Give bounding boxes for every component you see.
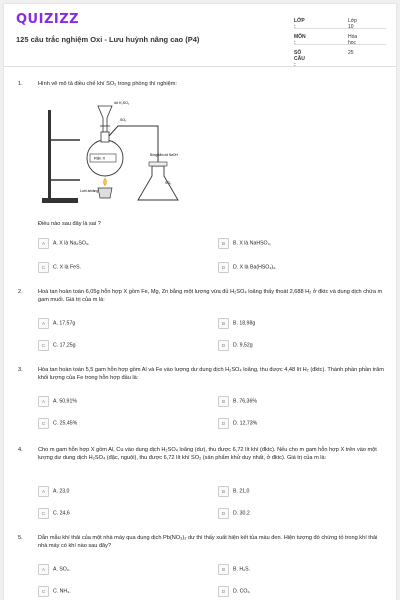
option-b[interactable] — [218, 564, 250, 574]
question-number: 2. — [18, 289, 23, 295]
option-letter-box: B — [218, 486, 229, 497]
option-b[interactable] — [218, 238, 271, 248]
alcohol-lamp — [98, 188, 112, 198]
option-c[interactable] — [38, 418, 77, 428]
meta-count-key: SỐ CÂU : — [294, 50, 305, 68]
option-d[interactable] — [218, 340, 253, 350]
question-number: 3. — [18, 367, 23, 373]
flask-neck — [101, 132, 109, 142]
option-text: A. X là Na₂SO₃. — [53, 240, 90, 247]
option-letter-box: C — [38, 418, 49, 429]
option-letter-box: A — [38, 564, 49, 575]
option-text: B. X là NaHSO₃. — [233, 240, 272, 247]
question-prompt: Điều nào sau đây là sai ? — [38, 221, 101, 227]
option-text: B. 18,98g — [233, 320, 256, 327]
question-number: 5. — [18, 535, 23, 541]
option-letter-box: D — [218, 508, 229, 519]
option-text: B. H₂S. — [233, 566, 251, 573]
label-solid-x: Rắn X — [94, 155, 106, 161]
worksheet-header — [4, 4, 396, 67]
quizizz-logo: QUIZIZZ — [16, 12, 80, 27]
option-letter-box: D — [218, 340, 229, 351]
option-letter-box: A — [38, 486, 49, 497]
option-letter-box: A — [38, 396, 49, 407]
label-so2-flask: SO₂ — [165, 181, 172, 185]
option-letter-box: C — [38, 340, 49, 351]
meta-divider — [294, 28, 386, 29]
option-c[interactable] — [38, 586, 71, 596]
option-letter-box: B — [218, 318, 229, 329]
option-letter-box: C — [38, 508, 49, 519]
option-letter-box: D — [218, 586, 229, 597]
option-text: C. 25,45% — [53, 420, 78, 427]
option-d[interactable] — [218, 586, 251, 596]
option-letter-box: D — [218, 418, 229, 429]
so2-apparatus-diagram — [40, 96, 190, 208]
question-text: Cho m gam hỗn hợp X gồm Al, Cu vào dung dịch H₂SO₄ loãng (dư), thu được 6,72 lít khí (đktc). Nếu cho m gam hỗn hợp X trên vào một lượng dư dung dịch H₂SO₄ (đặc, nguội), thu được 6,72 lít khí SO₂ (sản phẩm khử duy nhất, ở đktc). Giá trị của m là: — [38, 447, 377, 461]
label-cotton: Bông tẩm dd NaOH — [150, 153, 178, 157]
meta-subject-value: Hóa học — [348, 34, 358, 46]
worksheet-title: 125 câu trắc nghiệm Oxi - Lưu huỳnh nâng cao (P4) — [16, 35, 200, 44]
option-text: A. 17,57g — [53, 320, 76, 327]
option-b[interactable] — [218, 396, 257, 406]
option-letter-box: B — [218, 238, 229, 249]
option-b[interactable] — [218, 486, 249, 496]
option-a[interactable] — [38, 318, 75, 328]
flame-icon — [104, 178, 107, 186]
label-gauze: Lưới amiăng — [80, 189, 99, 193]
option-letter-box: A — [38, 238, 49, 249]
option-a[interactable] — [38, 238, 89, 248]
option-text: B. 76,36% — [233, 398, 257, 405]
option-c[interactable] — [38, 340, 76, 350]
question-number: 4. — [18, 447, 23, 453]
option-d[interactable] — [218, 418, 257, 428]
option-text: D. 12,73% — [233, 420, 258, 427]
conical-flask — [138, 166, 178, 200]
option-c[interactable] — [38, 508, 70, 518]
meta-subject-key: MÔN : — [294, 34, 306, 46]
worksheet-page — [4, 4, 396, 600]
question-text: Dẫn mẫu khí thải của một nhà máy qua dung dịch Pb(NO₃)₂ dư thì thấy xuất hiện kết tủa màu đen. Hiện tượng đó chứng tỏ trong khí thải nhà máy có khí nào sau đây? — [38, 535, 378, 549]
option-a[interactable] — [38, 564, 70, 574]
option-c[interactable] — [38, 262, 81, 272]
option-text: D. CO₂. — [233, 588, 251, 595]
option-a[interactable] — [38, 486, 69, 496]
option-text: A. 23,0 — [53, 488, 70, 495]
meta-class-key: LỚP : — [294, 18, 305, 30]
label-h2so4: dd H₂SO₄ — [114, 101, 130, 105]
option-b[interactable] — [218, 318, 255, 328]
meta-count-value: 25 — [348, 50, 354, 56]
option-text: C. X là FeS. — [53, 264, 81, 271]
meta-class-value: Lớp 10 — [348, 18, 357, 30]
label-so2-top: SO₂ — [120, 118, 127, 122]
question-number: 1. — [18, 81, 23, 87]
option-text: D. X là Ba(HSO₃)₂. — [233, 264, 277, 271]
option-letter-box: D — [218, 262, 229, 273]
option-text: B. 21,0 — [233, 488, 250, 495]
stand-rod — [48, 110, 51, 200]
question-text: Hòa tan hoàn toàn 5,5 gam hỗn hợp gồm Al và Fe vào lượng dư dung dịch H₂SO₄ loãng, thu được 4,48 lít H₂ (đktc). Thành phần phần trăm khối lượng của Fe trong hỗn hợp đầu là: — [38, 367, 384, 381]
option-letter-box: C — [38, 262, 49, 273]
stand-base — [42, 198, 78, 203]
option-letter-box: B — [218, 396, 229, 407]
question-text: Hình vẽ mô tả điều chế khí SO₂ trong phòng thí nghiệm: — [38, 81, 177, 87]
option-text: C. 17,25g — [53, 342, 76, 349]
option-letter-box: B — [218, 564, 229, 575]
option-text: D. 30,2 — [233, 510, 250, 517]
option-text: C. NH₃. — [53, 588, 71, 595]
option-letter-box: A — [38, 318, 49, 329]
option-text: D. 9,52g — [233, 342, 253, 349]
question-text: Hoà tan hoàn toàn 6,05g hỗn hợp X gồm Fe, Mg, Zn bằng một lượng vừa đủ H₂SO₄ loãng thấy thoát 2,688 H₂ ở đktc và dung dịch chứa m gam muối. Giá trị của m là: — [38, 289, 383, 303]
option-d[interactable] — [218, 262, 277, 272]
dropping-funnel — [98, 106, 112, 132]
cotton-wool — [149, 162, 167, 166]
option-text: A. 50,91% — [53, 398, 77, 405]
option-a[interactable] — [38, 396, 77, 406]
option-d[interactable] — [218, 508, 250, 518]
meta-divider — [294, 44, 386, 45]
option-text: C. 24,6 — [53, 510, 70, 517]
option-text: A. SO₂. — [53, 566, 71, 573]
option-letter-box: C — [38, 586, 49, 597]
